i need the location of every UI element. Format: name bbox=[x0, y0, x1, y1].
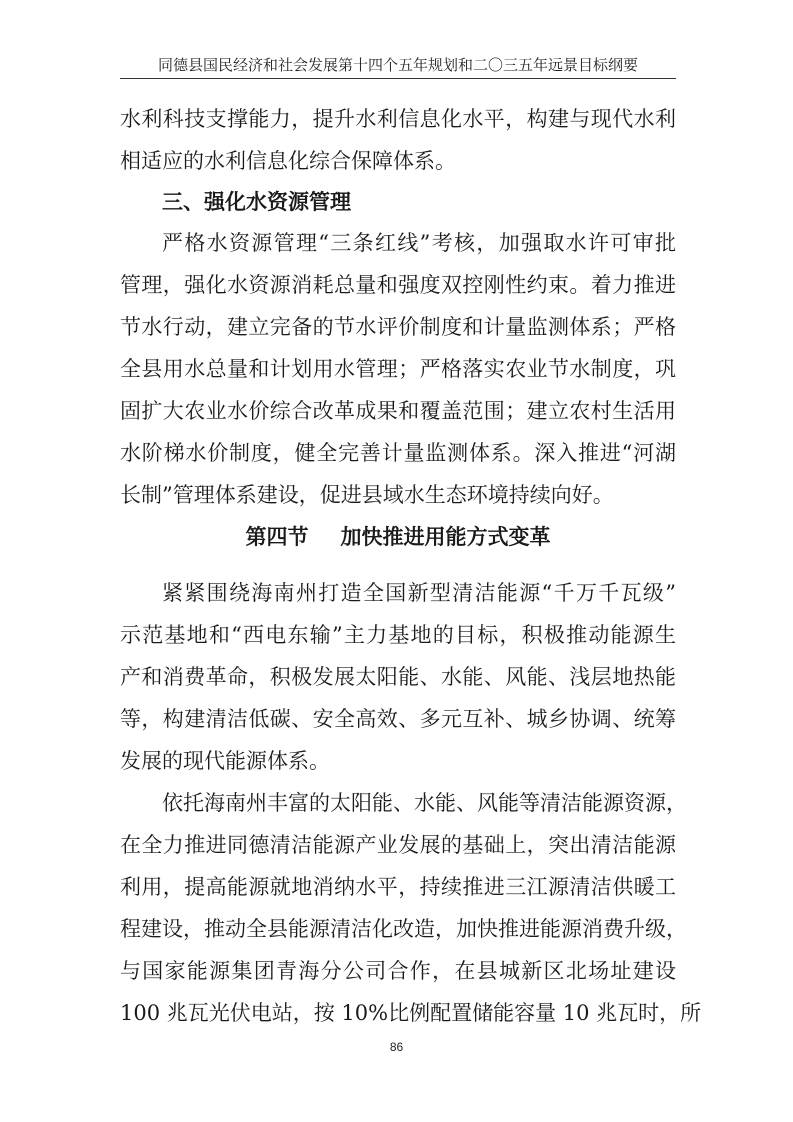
section-heading bbox=[120, 524, 676, 550]
page-number: 86 bbox=[389, 1040, 404, 1054]
body-line: 水阶梯水价制度，健全完善计量监测体系。深入推进“河湖 bbox=[120, 441, 676, 465]
section-title: 加快推进用能方式变革 bbox=[340, 525, 551, 549]
body-line: 固扩大农业水价综合改革成果和覆盖范围；建立农村生活用 bbox=[120, 399, 676, 423]
body-line: 依托海南州丰富的太阳能、水能、风能等清洁能源资源， bbox=[162, 791, 687, 815]
body-line: 等，构建清洁低碳、安全高效、多元互补、城乡协调、统筹 bbox=[120, 707, 676, 731]
body-line: 产和消费革命，积极发展太阳能、水能、风能、浅层地热能 bbox=[120, 665, 676, 689]
body-line: 紧紧围绕海南州打造全国新型清洁能源“千万千瓦级” bbox=[162, 581, 676, 605]
running-header: 同德县国民经济和社会发展第十四个五年规划和二〇三五年远景目标纲要 bbox=[157, 56, 638, 74]
subsection-heading: 三、强化水资源管理 bbox=[162, 190, 351, 214]
body-line: 在全力推进同德清洁能源产业发展的基础上，突出清洁能源 bbox=[120, 833, 676, 857]
body-line: 示范基地和“西电东输”主力基地的目标，积极推动能源生 bbox=[120, 623, 676, 647]
header-rule bbox=[120, 78, 676, 79]
body-line: 发展的现代能源体系。 bbox=[120, 749, 330, 773]
body-line: 与国家能源集团青海分公司合作，在县城新区北场址建设 bbox=[120, 959, 676, 983]
body-line: 利用，提高能源就地消纳水平，持续推进三江源清洁供暖工 bbox=[120, 875, 676, 899]
body-line: 程建设，推动全县能源清洁化改造，加快推进能源消费升级， bbox=[120, 917, 687, 941]
body-line: 管理，强化水资源消耗总量和强度双控刚性约束。着力推进 bbox=[120, 273, 676, 297]
body-line: 节水行动，建立完备的节水评价制度和计量监测体系；严格 bbox=[120, 315, 676, 339]
body-line: 严格水资源管理“三条红线”考核，加强取水许可审批 bbox=[162, 231, 676, 255]
body-line: 水利科技支撑能力，提升水利信息化水平，构建与现代水利 bbox=[120, 107, 676, 131]
body-line: 长制”管理体系建设，促进县域水生态环境持续向好。 bbox=[120, 483, 614, 507]
section-number: 第四节 bbox=[245, 525, 309, 549]
body-line: 100 兆瓦光伏电站，按 10%比例配置储能容量 10 兆瓦时，所 bbox=[120, 1001, 702, 1025]
body-line: 相适应的水利信息化综合保障体系。 bbox=[120, 149, 456, 173]
body-line: 全县用水总量和计划用水管理；严格落实农业节水制度，巩 bbox=[120, 357, 676, 381]
